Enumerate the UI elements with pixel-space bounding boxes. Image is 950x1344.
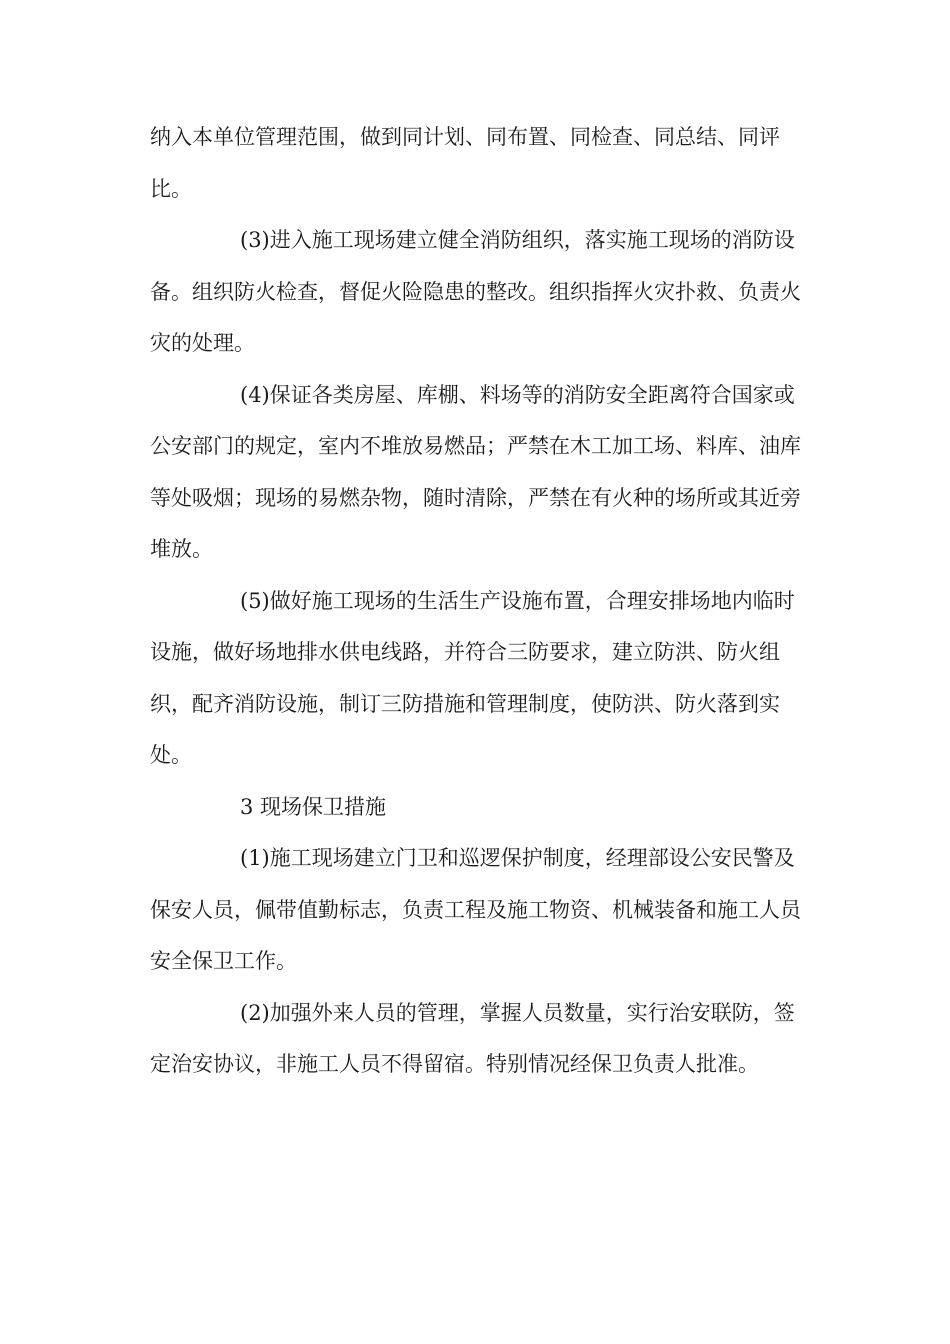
paragraph-item-4: (4)保证各类房屋、库棚、料场等的消防安全距离符合国家或公安部门的规定，室内不堆放易燃品；严禁在木工加工场、料库、油库等处吸烟；现场的易燃杂物，随时清除，严禁在有火种的场所或其近旁堆放。 [150, 382, 801, 561]
paragraph-continuation: 纳入本单位管理范围，做到同计划、同布置、同检查、同总结、同评比。 [150, 125, 780, 201]
paragraph-security-2: (2)加强外来人员的管理，掌握人员数量，实行治安联防，签定治安协议，非施工人员不得留宿。特别情况经保卫负责人批准。 [150, 1000, 795, 1076]
paragraph-item-5: (5)做好施工现场的生活生产设施布置，合理安排场地内临时设施，做好场地排水供电线路，并符合三防要求，建立防洪、防火组织，配齐消防设施，制订三防措施和管理制度，使防洪、防火落到实处。 [150, 588, 795, 767]
section-heading: 3 现场保卫措施 [240, 794, 387, 819]
paragraph-item-3: (3)进入施工现场建立健全消防组织，落实施工现场的消防设备。组织防火检查，督促火险隐患的整改。组织指挥火灾扑救、负责火灾的处理。 [150, 228, 801, 355]
paragraph-security-1: (1)施工现场建立门卫和巡逻保护制度，经理部设公安民警及保安人员，佩带值勤标志，负责工程及施工物资、机械装备和施工人员安全保卫工作。 [150, 846, 801, 973]
document-body [150, 112, 810, 1091]
